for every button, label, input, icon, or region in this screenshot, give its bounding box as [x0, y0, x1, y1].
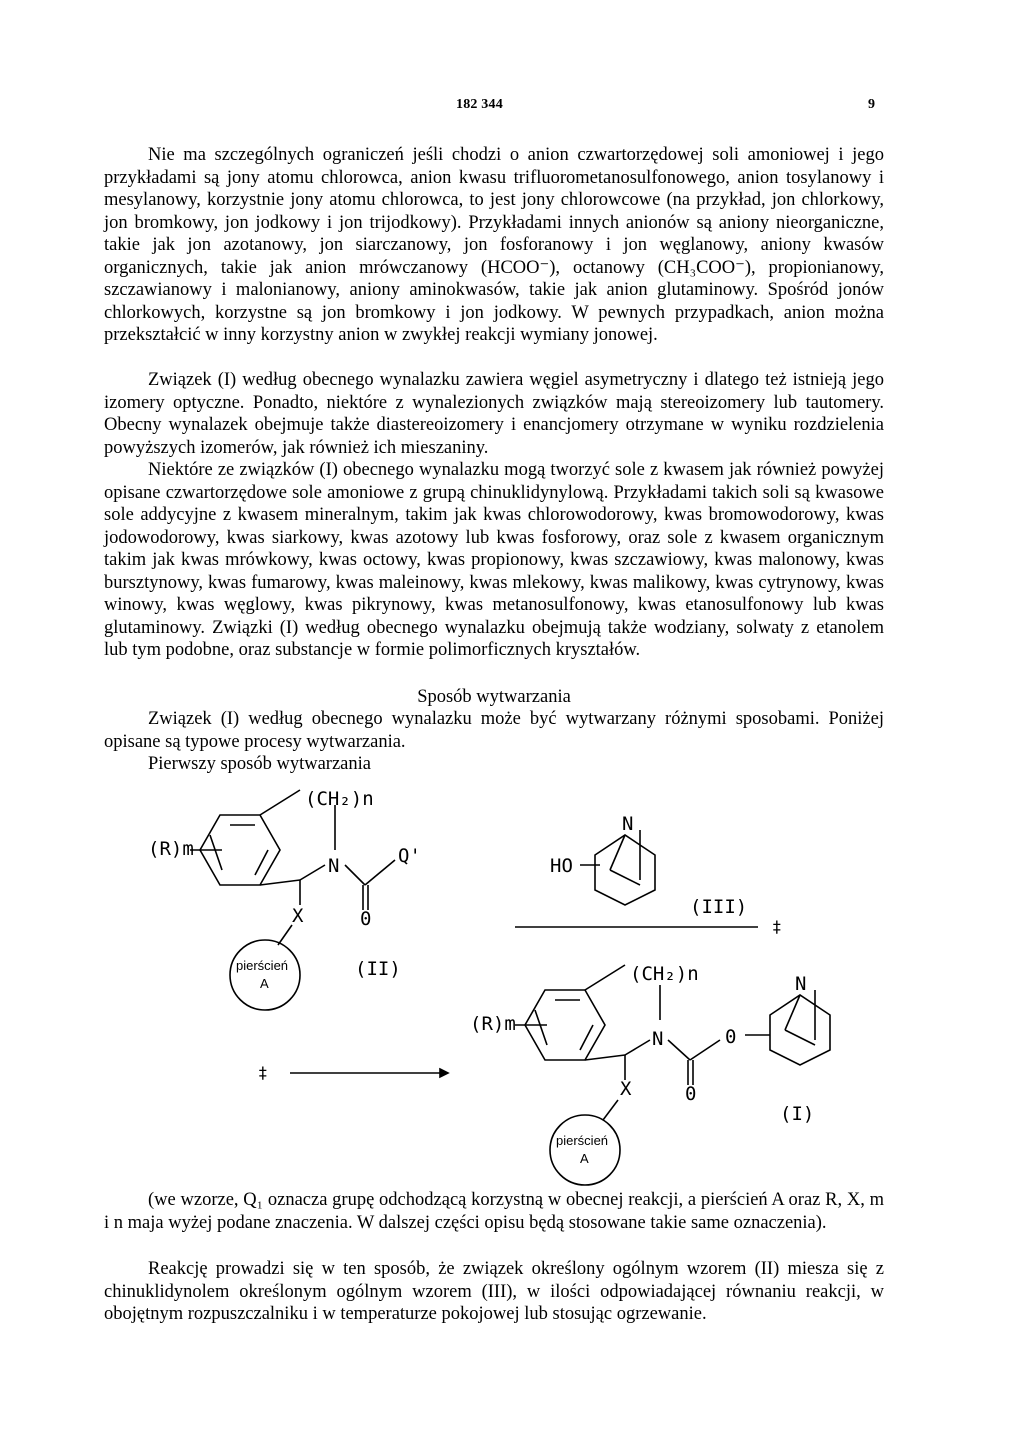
paragraph-salts: Niektóre ze związków (I) obecnego wynalazku mogą tworzyć sole z kwasem jak również powyżej opisane czwartorzędowe sole amoniowe z grupą chinuklidynylową. Przykładami takich soli są kwasowe sole addycyjne z kwasem mineralnym, takim jak kwas chlorowodorowy, kwas bromowodorowy, kwas jodowodorowy, kwas siarkowy, kwas azotowy lub kwas fosforowy, oraz sole z kwasem organicznym takim jak kwas mrówkowy, kwas octowy, kwas propionowy, kwas szczawiowy, kwas malonowy, kwas bursztynowy, kwas fumarowy, kwas maleinowy, kwas mlekowy, kwas malikowy, kwas cytrynowy, kwas winowy, kwas węglowy, kwas pikrynowy, kwas metanosulfonowy, kwas etanosulfonowy lub kwas glutaminowy. Związki (I) według obecnego wynalazku obejmują także wodziany, solwaty z etanolem lub tym podobne, oraz substancje w formie polimorficznych kryształów. — [104, 460, 884, 660]
compound-III-structure — [580, 830, 655, 905]
compound-II-q: Q' — [398, 845, 421, 867]
compound-I-n: N — [652, 1028, 664, 1050]
paragraph-methods: Związek (I) według obecnego wynalazku może być wytwarzany różnymi sposobami. Poniżej opisane są typowe procesy wytwarzania. — [104, 709, 884, 752]
compound-I-label: (I) — [780, 1103, 815, 1125]
compound-II-o: 0 — [360, 908, 372, 930]
paragraph-anions: Nie ma szczególnych ograniczeń jeśli chodzi o anion czwartorzędowej soli amoniowej i jego przykładami są jony atomu chlorowca, anion kwasu trifluorometanosulfonowego, anion tosylanowy i mesylanowy, korzystnie jony atomu chlorowca, to jest jony chlorowcowe (na przykład, jon chlorkowy, jon bromkowy, jon jodkowy i jon trijodkowy). Przykładami innych anionów są aniony nieorganiczne, takie jak jon azotanowy, jon siarczanowy, jon fosforanowy i jon węglanowy, aniony kwasów organicznych, takie jak anion mrówczanowy (HCOO⁻), octanowy (CH₃COO⁻), propionianowy, szczawianowy i malonianowy, aniony aminokwasów, takie jak anion glutaminowy. Spośród jonów chlorkowych, korzystne są jon bromkowy i jon jodkowy. W pewnych przypadkach, anion można przekształcić w inny korzystny anion w zwykłej reakcji wymiany jonowej. — [104, 145, 884, 345]
compound-III-n: N — [622, 813, 634, 835]
section-heading: Sposób wytwarzania — [417, 687, 571, 707]
patent-number: 182 344 — [456, 97, 503, 112]
compound-I-x: X — [620, 1078, 632, 1100]
compound-I-structure — [515, 965, 830, 1185]
paragraph-isomers: Związek (I) według obecnego wynalazku zawiera węgiel asymetryczny i dlatego też istnieją jego izomery optyczne. Ponadto, niektóre z wynalezionych związków mają stereoizomery lub tautomery. Obecny wynalazek obejmuje także diastereoizomery i enancjomery otrzymane w wyniku rozdzielenia powyższych izomerów, jak również ich mieszaniny. — [104, 370, 884, 458]
compound-I-o: 0 — [685, 1083, 697, 1105]
compound-I-ring: pierścień — [556, 1133, 609, 1148]
dagger-mark-1: ‡ — [772, 917, 782, 936]
compound-I-ring-a: A — [580, 1151, 589, 1166]
compound-III-ho: HO — [550, 855, 573, 877]
compound-II-n: N — [328, 855, 340, 877]
compound-II-rm: (R)m — [148, 838, 194, 860]
subheading-first-method: Pierwszy sposób wytwarzania — [148, 754, 371, 774]
compound-II-ch2n: (CH₂)n — [305, 788, 374, 810]
compound-II-x: X — [292, 905, 304, 927]
compound-I-o-link: 0 — [725, 1026, 737, 1048]
compound-II-ring: pierścień — [236, 958, 289, 973]
compound-II-label: (II) — [355, 958, 401, 980]
paragraph-legend: (we wzorze, Q₁ oznacza grupę odchodzącą korzystną w obecnej reakcji, a pierścień A oraz R, X, m i n maja wyżej podane znaczenia. W dalszej części opisu będą stosowane takie same oznaczenia). — [104, 1190, 884, 1233]
page-number: 9 — [868, 97, 876, 112]
compound-II-ring-a: A — [260, 976, 269, 991]
compound-III-label: (III) — [690, 896, 748, 918]
compound-I-quinuclidine-n: N — [795, 973, 807, 995]
compound-I-rm: (R)m — [470, 1013, 516, 1035]
compound-I-ch2n: (CH₂)n — [630, 963, 699, 985]
paragraph-reaction: Reakcję prowadzi się w ten sposób, że związek określony ogólnym wzorem (II) miesza się z chinuklidynolem określonym ogólnym wzorem (III), w ilości odpowiadającej równaniu reakcji, w obojętnym rozpuszczalniku i w temperaturze pokojowej lub stosując ogrzewanie. — [104, 1259, 884, 1324]
dagger-mark-2: ‡ — [258, 1063, 268, 1082]
